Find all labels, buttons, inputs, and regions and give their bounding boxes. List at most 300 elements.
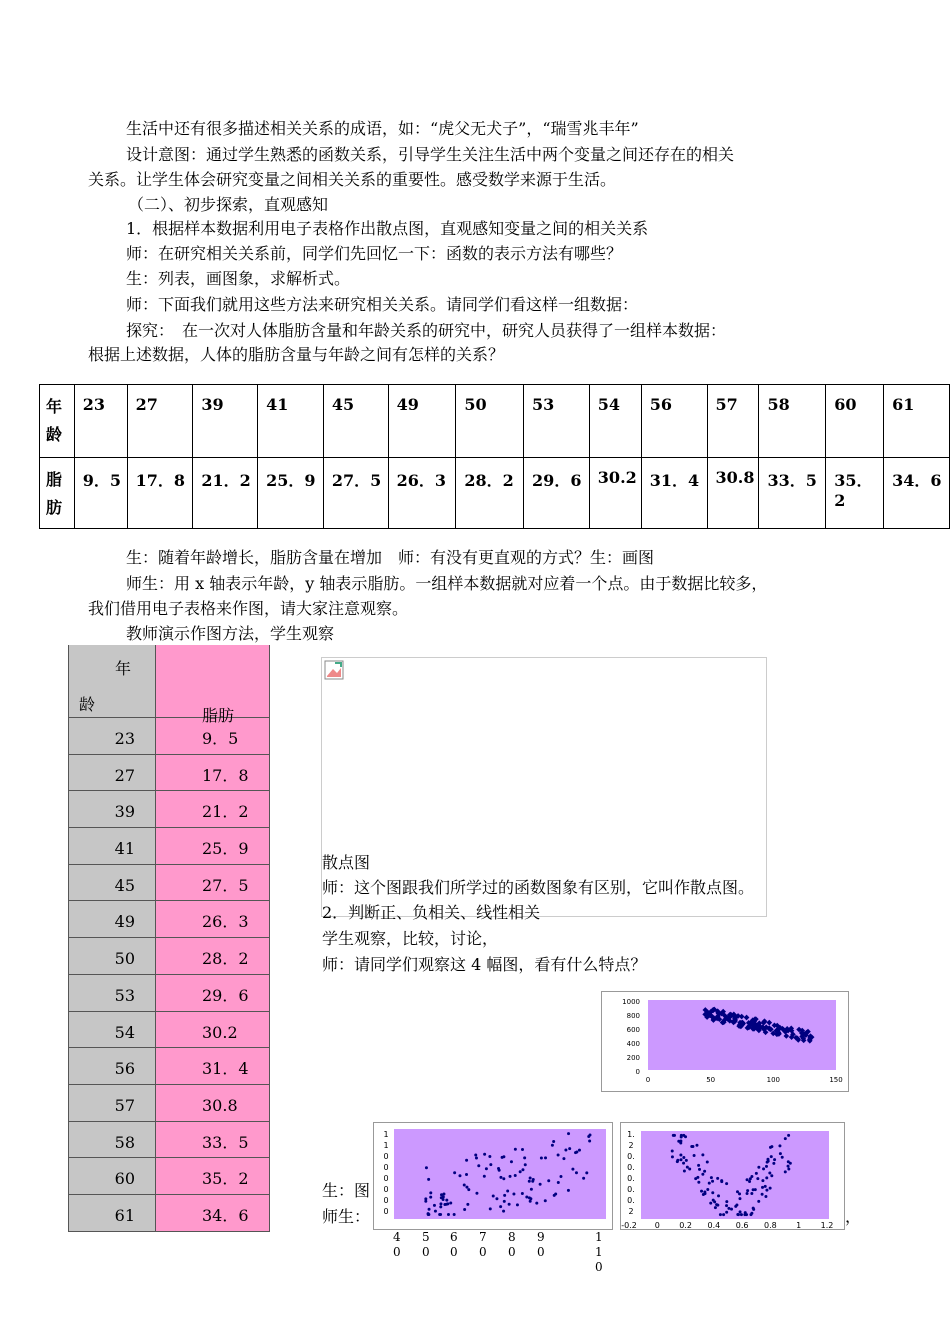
x-tick-label: 1.2 <box>820 1221 834 1229</box>
y-tick-label: 1 <box>383 1130 389 1139</box>
data-point <box>497 1167 500 1170</box>
trailing-comma: ， <box>845 1207 862 1226</box>
data-point <box>499 1205 502 1208</box>
data-point <box>713 1200 716 1203</box>
data-point <box>701 1153 704 1156</box>
data-point <box>748 1180 751 1183</box>
scatter-chart-positive <box>373 1122 613 1230</box>
y-tick-label: 2 <box>628 1141 634 1150</box>
data-point <box>697 1164 700 1167</box>
data-point <box>690 1145 693 1148</box>
data-point <box>474 1154 477 1157</box>
sheet-age-cell: 27 <box>68 755 156 791</box>
para-step2: 2．判断正、负相关、线性相关 <box>322 903 541 922</box>
para-explore: 探究： 在一次对人体脂肪含量和年龄关系的研究中，研究人员获得了一组样本数据： <box>126 321 727 340</box>
fat-cell: 33．5 <box>759 458 826 529</box>
sheet-fat-cell: 17．8 <box>156 755 270 791</box>
data-point <box>698 1168 701 1171</box>
data-point <box>787 1160 790 1163</box>
data-point <box>757 1166 760 1169</box>
data-point <box>740 1213 743 1216</box>
section-heading: （二）、初步探索，直观感知 <box>128 195 329 214</box>
sheet-fat-cell: 9．5 <box>156 718 270 754</box>
age-cell: 56 <box>641 385 707 458</box>
para-design-intent-cont: 关系。让学生体会研究变量之间相关关系的重要性。感受数学来源于生活。 <box>88 170 617 189</box>
data-point <box>528 1196 531 1199</box>
para-student-a: 生：列表，画图象，求解析式。 <box>126 269 351 288</box>
data-point <box>720 1179 723 1182</box>
para-idioms: 生活中还有很多描述相关关系的成语，如：“虎父无犬子”，“瑞雪兆丰年” <box>126 119 639 138</box>
data-point <box>424 1200 427 1203</box>
sheet-age-cell: 45 <box>68 865 156 901</box>
data-point <box>483 1153 486 1156</box>
data-point <box>453 1171 456 1174</box>
data-point <box>754 1188 757 1191</box>
data-point <box>711 1180 714 1183</box>
x-tick-label: -0.2 <box>621 1221 637 1229</box>
data-point <box>676 1160 679 1163</box>
y-tick-label: 0. <box>627 1185 635 1194</box>
data-point <box>787 1165 790 1168</box>
data-point <box>467 1188 470 1191</box>
data-point <box>784 1170 787 1173</box>
data-point <box>716 1177 719 1180</box>
data-point <box>521 1148 524 1151</box>
sheet-header-fat: 脂肪 <box>156 645 270 717</box>
y-tick-label: 0. <box>627 1196 635 1205</box>
sheet-age-cell: 41 <box>68 828 156 864</box>
data-point <box>446 1202 449 1205</box>
table-row-fat <box>40 458 950 529</box>
fat-header: 脂 肪 <box>40 458 75 529</box>
data-point <box>680 1134 683 1137</box>
data-point <box>734 1205 737 1208</box>
para-student-observe: 生：随着年龄增长，脂肪含量在增加 师：有没有更直观的方式？生：画图 <box>126 548 655 567</box>
data-point <box>544 1156 547 1159</box>
x-tick-label: 100 <box>766 1076 781 1084</box>
data-point <box>769 1187 772 1190</box>
data-point <box>682 1162 685 1165</box>
data-point <box>719 1213 722 1216</box>
sheet-age-cell: 50 <box>68 938 156 974</box>
fat-cell: 34．6 <box>884 458 950 529</box>
data-point <box>779 1152 782 1155</box>
data-point <box>714 1206 717 1209</box>
data-point <box>574 1151 577 1154</box>
y-tick-label: 0 <box>383 1196 389 1205</box>
data-point <box>746 1178 749 1181</box>
data-point <box>544 1199 547 1202</box>
data-point <box>746 1189 749 1192</box>
data-point <box>701 1173 704 1176</box>
data-point <box>784 1137 787 1140</box>
data-point <box>453 1213 456 1216</box>
data-point <box>738 1192 741 1195</box>
sheet-row <box>68 1048 270 1085</box>
data-point <box>502 1210 505 1213</box>
age-header: 年 龄 <box>40 385 75 458</box>
y-tick-label: 0. <box>627 1152 635 1161</box>
y-tick-label: 200 <box>626 1054 640 1062</box>
para-teacher-data: 师：下面我们就用这些方法来研究相关关系。请同学们看这样一组数据： <box>126 295 639 314</box>
data-point <box>706 1160 709 1163</box>
data-point <box>516 1203 519 1206</box>
data-point <box>684 1135 687 1138</box>
y-tick-label: 0. <box>627 1163 635 1172</box>
data-point <box>508 1203 511 1206</box>
x-tick-label: 0.6 <box>735 1221 749 1229</box>
data-point <box>585 1171 588 1174</box>
data-point <box>706 1188 709 1191</box>
sheet-age-cell: 58 <box>68 1122 156 1158</box>
table-row-age <box>40 385 950 458</box>
sheet-fat-cell: 27．5 <box>156 865 270 901</box>
age-cell: 50 <box>456 385 524 458</box>
data-point <box>458 1174 461 1177</box>
sheet-fat-cell: 31．4 <box>156 1048 270 1084</box>
y-tick-label: 1. <box>627 1130 635 1139</box>
data-point <box>725 1204 728 1207</box>
fat-cell: 17．8 <box>127 458 193 529</box>
para-discuss: 学生观察，比较，讨论， <box>322 929 499 948</box>
data-point <box>440 1196 443 1199</box>
data-point <box>781 1156 784 1159</box>
data-point <box>552 1140 555 1143</box>
spreadsheet <box>68 645 270 1232</box>
data-point <box>529 1200 532 1203</box>
age-fat-table <box>39 384 950 529</box>
para-four-charts: 师：请同学们观察这 4 幅图，看有什么特点？ <box>322 955 647 974</box>
sheet-row <box>68 1122 270 1159</box>
y-tick-label: 0. <box>627 1174 635 1183</box>
sheet-row <box>68 718 270 755</box>
para-teacher-student: 师生： <box>322 1207 371 1226</box>
para-teacher-q: 师：在研究相关关系前，同学们先回忆一下：函数的表示方法有哪些？ <box>126 244 623 263</box>
data-point <box>717 1194 720 1197</box>
data-point <box>772 1162 775 1165</box>
data-point <box>764 1185 767 1188</box>
data-point <box>725 1200 728 1203</box>
data-point <box>696 1176 699 1179</box>
sheet-header-age: 年 龄 <box>68 645 156 717</box>
sheet-row <box>68 865 270 902</box>
data-point <box>568 1147 571 1150</box>
age-cell: 27 <box>127 385 193 458</box>
sheet-row <box>68 1158 270 1195</box>
data-point <box>787 1134 790 1137</box>
data-point <box>427 1213 430 1216</box>
data-point <box>492 1194 495 1197</box>
data-point <box>463 1208 466 1211</box>
data-point <box>567 1132 570 1135</box>
data-point <box>766 1161 769 1164</box>
data-point <box>506 1189 509 1192</box>
data-point <box>510 1160 513 1163</box>
sheet-row <box>68 755 270 792</box>
data-point <box>672 1134 675 1137</box>
sheet-row <box>68 938 270 975</box>
x-tick-label: 110 <box>595 1230 603 1274</box>
data-point <box>588 1133 591 1136</box>
fat-cell: 27．5 <box>323 458 388 529</box>
data-point <box>773 1158 776 1161</box>
data-point <box>540 1157 543 1160</box>
data-point <box>582 1177 585 1180</box>
data-point <box>530 1188 533 1191</box>
data-point <box>477 1164 480 1167</box>
age-cell: 60 <box>826 385 884 458</box>
data-point <box>680 1158 683 1161</box>
data-point <box>716 1204 719 1207</box>
para-question: 根据上述数据，人体的脂肪含量与年龄之间有怎样的关系？ <box>88 345 505 364</box>
data-point <box>736 1190 739 1193</box>
fat-cell: 28．2 <box>456 458 524 529</box>
data-point <box>465 1173 468 1176</box>
data-point <box>521 1192 524 1195</box>
data-point <box>519 1170 522 1173</box>
data-point <box>761 1179 764 1182</box>
data-point <box>551 1144 554 1147</box>
x-tick-label: 0 <box>645 1076 651 1084</box>
data-point <box>489 1207 492 1210</box>
data-point <box>523 1156 526 1159</box>
data-point <box>750 1192 753 1195</box>
data-point <box>428 1208 431 1211</box>
para-axes: 师生：用 x 轴表示年龄，y 轴表示脂肪。一组样本数据就对应着一个点。由于数据比较多， <box>126 574 768 593</box>
data-point <box>440 1193 443 1196</box>
para-step1: 1．根据样本数据利用电子表格作出散点图，直观感知变量之间的相关关系 <box>126 219 649 238</box>
data-point <box>770 1145 773 1148</box>
data-point <box>683 1169 686 1172</box>
sheet-fat-cell: 33．5 <box>156 1122 270 1158</box>
broken-image-icon <box>324 660 346 682</box>
sheet-row <box>68 791 270 828</box>
y-tick-label: 400 <box>626 1040 640 1048</box>
data-point <box>778 1144 781 1147</box>
data-point <box>447 1213 450 1216</box>
fat-cell: 26．3 <box>388 458 456 529</box>
data-point <box>509 1175 512 1178</box>
data-point <box>738 1197 741 1200</box>
data-point <box>765 1165 768 1168</box>
y-tick-label: 2 <box>628 1207 634 1216</box>
data-point <box>489 1163 492 1166</box>
scatter-caption: 散点图 <box>322 853 371 872</box>
data-point <box>743 1213 746 1216</box>
data-point <box>671 1150 674 1153</box>
data-point <box>578 1149 581 1152</box>
para-design-intent: 设计意图：通过学生熟悉的函数关系，引导学生关注生活中两个变量之间还存在的相关 <box>126 145 735 164</box>
scatter-chart-none <box>620 1122 845 1230</box>
data-point <box>554 1192 557 1195</box>
fat-cell: 31．4 <box>641 458 707 529</box>
age-cell: 41 <box>258 385 324 458</box>
age-cell: 61 <box>884 385 950 458</box>
data-point <box>539 1183 542 1186</box>
data-point <box>529 1177 532 1180</box>
data-point <box>761 1186 764 1189</box>
y-tick-label: 1000 <box>622 998 640 1006</box>
data-point <box>503 1200 506 1203</box>
x-tick-label: 50 <box>706 1076 716 1084</box>
data-point <box>737 1213 740 1216</box>
data-point <box>787 1167 790 1170</box>
data-point <box>514 1174 517 1177</box>
data-point <box>512 1192 515 1195</box>
fat-cell: 30.2 <box>589 458 641 529</box>
data-point <box>443 1203 446 1206</box>
sheet-row <box>68 828 270 865</box>
data-point <box>755 1172 758 1175</box>
data-point <box>750 1175 753 1178</box>
data-point <box>488 1155 491 1158</box>
y-tick-label: 1 <box>383 1141 389 1150</box>
data-point <box>730 1208 733 1211</box>
para-axes-cont: 我们借用电子表格来作图，请大家注意观察。 <box>88 599 409 618</box>
data-point <box>679 1139 682 1142</box>
data-point <box>764 1195 767 1198</box>
data-point <box>725 1211 728 1214</box>
fat-cell: 35．2 <box>826 458 884 529</box>
x-tick-label: 50 <box>422 1230 430 1259</box>
data-point <box>564 1149 567 1152</box>
data-point <box>695 1144 698 1147</box>
data-point <box>547 1179 550 1182</box>
data-point <box>571 1168 574 1171</box>
data-point <box>503 1194 506 1197</box>
data-point <box>679 1154 682 1157</box>
fat-cell: 25．9 <box>258 458 324 529</box>
data-point <box>703 1190 706 1193</box>
data-point <box>525 1195 528 1198</box>
data-point <box>567 1189 570 1192</box>
data-point <box>427 1178 430 1181</box>
age-cell: 57 <box>707 385 759 458</box>
age-cell: 23 <box>74 385 127 458</box>
data-point <box>739 1210 742 1213</box>
x-tick-label: 70 <box>479 1230 487 1259</box>
y-tick-label: 600 <box>626 1026 640 1034</box>
scatter-chart-negative <box>601 991 849 1092</box>
age-cell: 39 <box>193 385 258 458</box>
data-point <box>761 1193 764 1196</box>
data-point <box>463 1183 466 1186</box>
y-tick-label: 0 <box>383 1163 389 1172</box>
fat-cell: 29．6 <box>524 458 590 529</box>
data-point <box>465 1186 468 1189</box>
data-point <box>770 1174 773 1177</box>
sheet-fat-cell: 30.2 <box>156 1012 270 1048</box>
fat-cell: 30.8 <box>707 458 759 529</box>
y-tick-label: 0 <box>383 1207 389 1216</box>
age-cell: 58 <box>759 385 826 458</box>
data-point <box>449 1202 452 1205</box>
age-cell: 53 <box>524 385 590 458</box>
data-point <box>765 1189 768 1192</box>
data-point <box>762 1167 765 1170</box>
y-tick-label: 0 <box>383 1174 389 1183</box>
data-point <box>727 1207 730 1210</box>
x-tick-label: 0.8 <box>764 1221 777 1229</box>
sheet-fat-cell: 21．2 <box>156 791 270 827</box>
data-point <box>671 1155 674 1158</box>
sheet-fat-cell: 30.8 <box>156 1085 270 1121</box>
data-point <box>557 1154 560 1157</box>
sheet-age-cell: 61 <box>68 1195 156 1231</box>
data-point <box>725 1182 728 1185</box>
y-tick-label: 0 <box>635 1068 640 1076</box>
data-point <box>425 1166 428 1169</box>
sheet-header-row <box>68 645 270 725</box>
data-point <box>770 1155 773 1158</box>
data-point <box>521 1168 524 1171</box>
sheet-fat-cell: 28．2 <box>156 938 270 974</box>
para-scatter-def: 师：这个图跟我们所学过的函数图象有区别，它叫作散点图。 <box>322 878 755 897</box>
data-point <box>433 1204 436 1207</box>
x-tick-label: 150 <box>829 1076 843 1084</box>
data-point <box>532 1178 535 1181</box>
data-point <box>514 1148 517 1151</box>
data-point <box>575 1171 578 1174</box>
data-point <box>445 1199 448 1202</box>
x-tick-label: 0.2 <box>679 1221 692 1229</box>
data-point <box>475 1192 478 1195</box>
age-cell: 49 <box>388 385 456 458</box>
data-point <box>528 1180 531 1183</box>
sheet-row <box>68 1195 270 1232</box>
data-point <box>749 1213 752 1216</box>
data-point <box>485 1167 488 1170</box>
data-point <box>588 1140 591 1143</box>
data-point <box>709 1202 712 1205</box>
data-point <box>682 1156 685 1159</box>
data-point <box>466 1203 469 1206</box>
sheet-age-cell: 53 <box>68 975 156 1011</box>
data-point <box>708 1182 711 1185</box>
x-tick-label: 90 <box>537 1230 545 1259</box>
data-point <box>499 1176 502 1179</box>
sheet-age-cell: 54 <box>68 1012 156 1048</box>
data-point <box>746 1192 749 1195</box>
x-tick-label: 0.4 <box>707 1221 721 1229</box>
sheet-row <box>68 1012 270 1049</box>
age-cell: 45 <box>323 385 388 458</box>
data-point <box>693 1154 696 1157</box>
para-demo: 教师演示作图方法，学生观察 <box>126 624 335 643</box>
data-point <box>768 1172 771 1175</box>
fat-cell: 9．5 <box>74 458 127 529</box>
data-point <box>557 1181 560 1184</box>
data-point <box>535 1202 538 1205</box>
data-point <box>686 1166 689 1169</box>
data-point <box>483 1175 486 1178</box>
data-point <box>502 1155 505 1158</box>
sheet-row <box>68 975 270 1012</box>
data-point <box>562 1157 565 1160</box>
data-point <box>722 1213 725 1216</box>
x-tick-label: 80 <box>508 1230 516 1259</box>
data-point <box>502 1177 505 1180</box>
data-point <box>702 1193 705 1196</box>
y-tick-label: 0 <box>383 1152 389 1161</box>
age-cell: 54 <box>589 385 641 458</box>
x-tick-label: 0 <box>654 1221 660 1229</box>
data-point <box>439 1205 442 1208</box>
data-point <box>697 1181 700 1184</box>
sheet-age-cell: 56 <box>68 1048 156 1084</box>
y-tick-label: 800 <box>626 1012 640 1020</box>
data-point <box>495 1197 498 1200</box>
